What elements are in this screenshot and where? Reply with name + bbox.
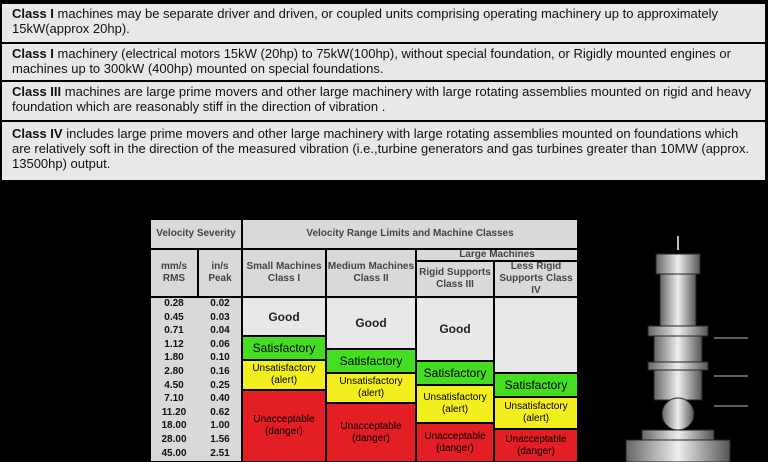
class-text: includes large prime movers and other large machinery with large rotating assemblies mounted on foundations which are relatively soft in the direction of the measured vibration (i.e.,turbine generators and gas turbines greater than 10MW (approx. 13500hp) output. [12, 126, 750, 171]
in-peak-header: in/s Peak [198, 249, 242, 297]
mm-rms-value: 4.50 [164, 379, 184, 391]
mm-rms-value: 7.10 [164, 393, 184, 405]
class-2-unsatisfactory: Unsatisfactory (alert) [326, 373, 416, 403]
class-2-good: Good [326, 297, 416, 349]
class-label: Class III [12, 84, 62, 99]
medium-machines-header: Medium Machines Class II [326, 249, 416, 297]
in-peak-value: 0.16 [210, 366, 230, 377]
class-label: Class I [12, 6, 54, 21]
in-peak-value: 2.51 [210, 447, 230, 459]
less-rigid-supports-header: Less Rigid Supports Class IV [494, 261, 578, 297]
class-1-satisfactory: Satisfactory [242, 336, 326, 360]
in-peak-value: 0.04 [210, 325, 230, 337]
machine-illustration-icon [618, 236, 758, 462]
class-text: machines are large prime movers and other large machinery with large rotating assemblies mounted on rigid and heavy foundation which are reasonably stiff in the direction of vibration . [12, 84, 752, 114]
class-3-unsatisfactory: Unsatisfactory (alert) [416, 385, 494, 423]
mm-rms-value: 0.28 [164, 298, 184, 309]
mm-rms-value: 2.80 [164, 366, 184, 377]
small-machines-header: Small Machines Class I [242, 249, 326, 297]
class-2-unacceptable: Unacceptable (danger) [326, 403, 416, 462]
rigid-supports-header: Rigid Supports Class III [416, 261, 494, 297]
mm-rms-value: 1.12 [164, 338, 184, 350]
mm-rms-value: 0.45 [164, 311, 184, 323]
in-peak-value: 0.02 [210, 298, 230, 309]
class-2-satisfactory: Satisfactory [326, 349, 416, 373]
in-peak-value: 1.56 [210, 434, 230, 445]
class-4-good [494, 297, 578, 373]
class-text: machinery (electrical motors 15kW (20hp) to 75kW(100hp), without special foundation, or Rigidly mounted engines or machines up to 300kW (400hp) mounted on special foundations. [12, 46, 731, 76]
velocity-severity-table [150, 219, 578, 462]
mm-rms-value: 1.80 [164, 352, 184, 364]
class-3-good: Good [416, 297, 494, 361]
mm-rms-header: mm/s RMS [150, 249, 198, 297]
class-4-box [2, 122, 765, 180]
mm-rms-value: 11.20 [161, 406, 187, 418]
class-3-box [2, 82, 765, 120]
class-1-unacceptable: Unacceptable (danger) [242, 390, 326, 462]
class-text: machines may be separate driver and driven, or coupled units comprising operating machinery up to approximately 15kW(approx 20hp). [12, 6, 719, 36]
class-3-satisfactory: Satisfactory [416, 361, 494, 385]
mm-rms-value: 28.00 [161, 434, 187, 445]
mm-rms-value: 18.00 [161, 420, 187, 432]
class-1-good: Good [242, 297, 326, 336]
velocity-range-header: Velocity Range Limits and Machine Classes [242, 219, 578, 249]
class-1-unsatisfactory: Unsatisfactory (alert) [242, 360, 326, 390]
in-peak-value: 0.03 [210, 311, 230, 323]
velocity-severity-header: Velocity Severity [150, 219, 242, 249]
class-label: Class IV [12, 126, 63, 141]
class-4-satisfactory: Satisfactory [494, 373, 578, 397]
class-2-box [2, 44, 765, 80]
in-peak-value: 0.10 [210, 352, 230, 364]
in-peak-value: 0.62 [210, 406, 230, 418]
class-4-unacceptable: Unacceptable (danger) [494, 429, 578, 462]
in-peak-value: 0.40 [210, 393, 230, 405]
in-peak-value: 0.25 [210, 379, 230, 391]
class-1-box [2, 4, 765, 42]
in-peak-value: 0.06 [210, 338, 230, 350]
class-3-unacceptable: Unacceptable (danger) [416, 423, 494, 462]
large-machines-header: Large Machines [416, 249, 578, 261]
in-peak-value: 1.00 [210, 420, 230, 432]
class-label: Class I [12, 46, 54, 61]
mm-rms-value: 45.00 [161, 447, 187, 459]
mm-rms-value: 0.71 [164, 325, 184, 337]
class-4-unsatisfactory: Unsatisfactory (alert) [494, 397, 578, 429]
